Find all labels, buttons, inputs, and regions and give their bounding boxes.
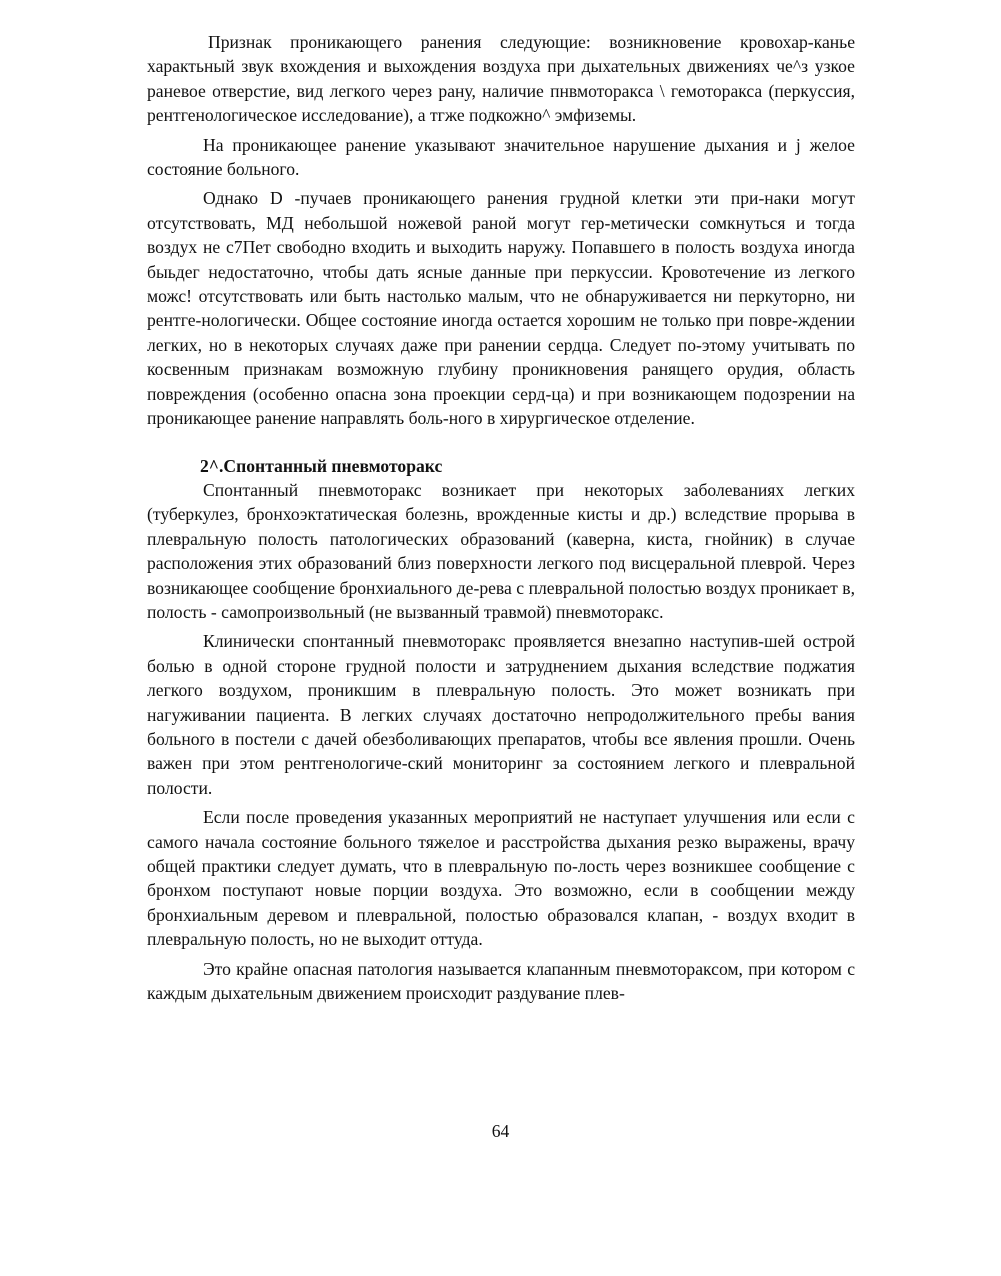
section-heading: 2^.Спонтанный пневмоторакс — [200, 455, 443, 476]
paragraph-breathing-impairment: На проникающее ранение указывают значительное нарушение дыхания и j желое состояние больного. — [147, 134, 855, 180]
page-body — [147, 30, 855, 1010]
paragraph-spontaneous-pneumothorax-cause: Спонтанный пневмоторакс возникает при некоторых заболеваниях легких (туберкулез, бронхоэктатическая болезнь, врожденные кисты и др.) вследствие прорыва в плевральную полость патологических образований (каверна, киста, гнойник) в случае расположения этих образований близ поверхности легкого под висцеральной плеврой. Через возникающее сообщение бронхиального де-рева с плевральной полостью воздух проникает в, полость - самопроизвольный (не вызванный травмой) пневмоторакс. — [147, 479, 855, 622]
page-number: 64 — [491, 1121, 510, 1141]
paragraph-penetrating-wound-signs: Признак проникающего ранения следующие: возникновение кровохар-канье характьный звук вхождения и выхождения воздуха при дыхательных движениях че^з узкое раневое отверстие, вид легкого через рану, наличие пнвмоторакса \ гемоторакса (перкуссия, рентгенологическое исследование), а тгже подкожно^ эмфиземы. — [147, 32, 855, 126]
paragraph-valve-pneumothorax: Это крайне опасная патология называется клапанным пневмотораксом, при котором с каждым дыхательным движением происходит раздувание плев- — [147, 958, 855, 1004]
paragraph-signs-may-be-absent: Однако D -пучаев проникающего ранения грудной клетки эти при-наки могут отсутствовать, МД небольшой ножевой раной могут гер-метически сомкнуться и тогда воздух не с7Пет свободно входить и выходить наружу. Попавшего в полость воздуха иногда быьдег недостаточно, чтобы дать ясные данные при перкуссии. Кровотечение из легкого можс! отсутствовать или быть настолько малым, что не обнаруживается ни перкуторно, ни рентге-нологически. Общее состояние иногда остается хорошим не только при повре-ждении легких, но в некоторых случаях даже при ранении сердца. Следует по-этому учитывать по косвенным признакам возможную глубину проникновения ранящего орудия, область повреждения (особенно опасна зона проекции серд-ца) и при возникающем подозрении на проникающее ранение направлять боль-ного в хирургическое отделение. — [147, 188, 855, 429]
paragraph-clinical-presentation: Клинически спонтанный пневмоторакс проявляется внезапно наступив-шей острой болью в одной стороне грудной полости и затруднением дыхания вследствие поджатия легкого воздухом, проникшим в плевральную полость. Это может возникать при нагуживании пациента. В легких случаях достаточно непродолжительного пребы вания больного в постели с дачей обезболивающих препаратов, чтобы все явления прошли. Очень важен при этом рентгенологиче-ский мониторинг за состоянием легкого и плевральной полости. — [147, 631, 855, 798]
paragraph-no-improvement: Если после проведения указанных мероприятий не наступает улучшения или если с самого начала состояние больного тяжелое и расстройства дыхания резко выражены, врачу общей практики следует думать, что в плевральную по-лость через возникшее сообщение с бронхом поступают новые порции воздуха. Это возможно, если в сообщении между бронхиальным деревом и плевральной, полостью образовался клапан, - воздух входит в плевральную полость, но не выходит оттуда. — [147, 807, 855, 950]
